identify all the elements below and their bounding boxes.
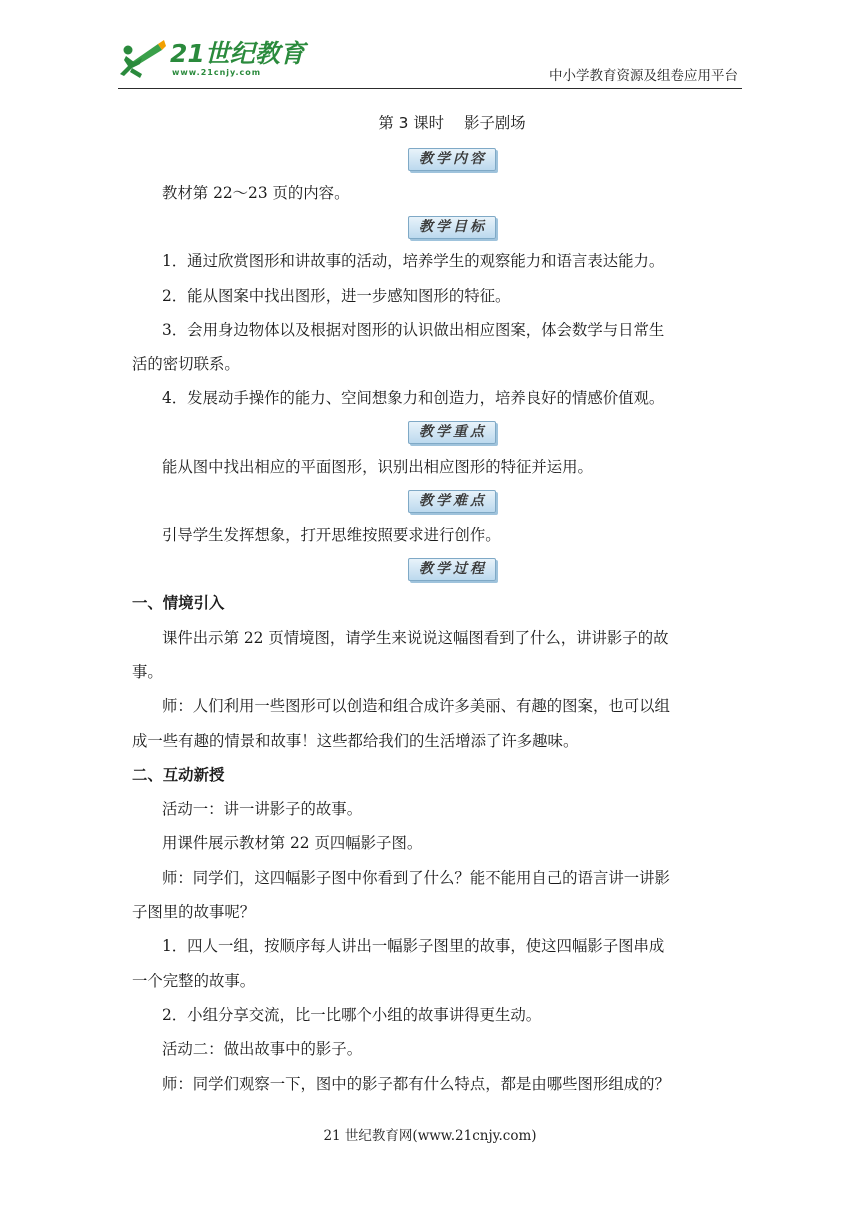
part2-line-2: 用课件展示教材第 22 页四幅影子图。: [162, 834, 423, 853]
process-badge-row: [162, 552, 742, 586]
part2-line-4: 子图里的故事呢？: [132, 903, 256, 922]
goal-item-3: 3．会用身边物体以及根据对图形的认识做出相应图案，体会数学与日常生: [162, 320, 665, 339]
page-header: [0, 0, 860, 92]
goals-badge: 教学目标: [408, 216, 496, 239]
part2-line-8: 活动二：做出故事中的影子。: [162, 1040, 363, 1059]
logo-url: www.21cnjy.com: [172, 68, 262, 77]
content-text: 教材第 22～23 页的内容。: [162, 184, 350, 202]
runner-logo-icon: [118, 40, 168, 80]
lesson-name: 影子剧场: [464, 114, 526, 132]
lesson-number: 第 3 课时: [378, 114, 445, 132]
part1-line-4: 成一些有趣的情景和故事！这些都给我们的生活增添了许多趣味。: [132, 731, 579, 750]
part1-line-1: 课件出示第 22 页情境图，请学生来说说这幅图看到了什么，讲讲影子的故: [162, 628, 669, 647]
goal-item-4: 4．发展动手操作的能力、空间想象力和创造力，培养良好的情感价值观。: [162, 389, 665, 408]
key-badge: 教学重点: [408, 421, 496, 444]
lesson-title: [162, 108, 742, 142]
part2-line-1: 活动一：讲一讲影子的故事。: [162, 800, 363, 819]
page-footer: 21 世纪教育网(www.21cnjy.com): [323, 1128, 537, 1144]
goals-badge-row: [162, 210, 742, 244]
difficulty-badge: 教学难点: [408, 490, 496, 513]
process-badge: 教学过程: [408, 558, 496, 581]
part2-line-7: 2．小组分享交流，比一比哪个小组的故事讲得更生动。: [162, 1005, 542, 1024]
part2-title: 二、互动新授: [132, 765, 225, 784]
part2-line-5: 1．四人一组，按顺序每人讲出一幅影子图里的故事，使这四幅影子图串成: [162, 937, 665, 956]
part2-line-6: 一个完整的故事。: [132, 971, 256, 990]
content-badge: 教学内容: [408, 148, 496, 171]
difficulty-badge-row: [162, 484, 742, 518]
site-logo[interactable]: [118, 38, 305, 82]
part1-line-2: 事。: [132, 662, 163, 681]
difficulty-text: 引导学生发挥想象，打开思维按照要求进行创作。: [162, 526, 501, 545]
goal-item-3-continued: 活的密切联系。: [132, 355, 240, 374]
part1-line-3: 师：人们利用一些图形可以创造和组合成许多美丽、有趣的图案，也可以组: [162, 697, 670, 716]
part2-line-9: 师：同学们观察一下，图中的影子都有什么特点，都是由哪些图形组成的？: [162, 1074, 670, 1093]
platform-name: 中小学教育资源及组卷应用平台: [549, 68, 738, 84]
key-badge-row: [162, 416, 742, 450]
key-text: 能从图中找出相应的平面图形，识别出相应图形的特征并运用。: [162, 457, 593, 476]
content-badge-row: [162, 142, 742, 176]
goal-item-1: 1．通过欣赏图形和讲故事的活动，培养学生的观察能力和语言表达能力。: [162, 252, 665, 271]
document-body: [132, 108, 742, 1101]
part1-title: 一、情境引入: [132, 594, 225, 613]
header-divider: [118, 88, 742, 89]
goal-item-2: 2．能从图案中找出图形，进一步感知图形的特征。: [162, 286, 511, 305]
logo-text: 21世纪教育: [170, 39, 305, 68]
part2-line-3: 师：同学们，这四幅影子图中你看到了什么？能不能用自己的语言讲一讲影: [162, 868, 670, 887]
